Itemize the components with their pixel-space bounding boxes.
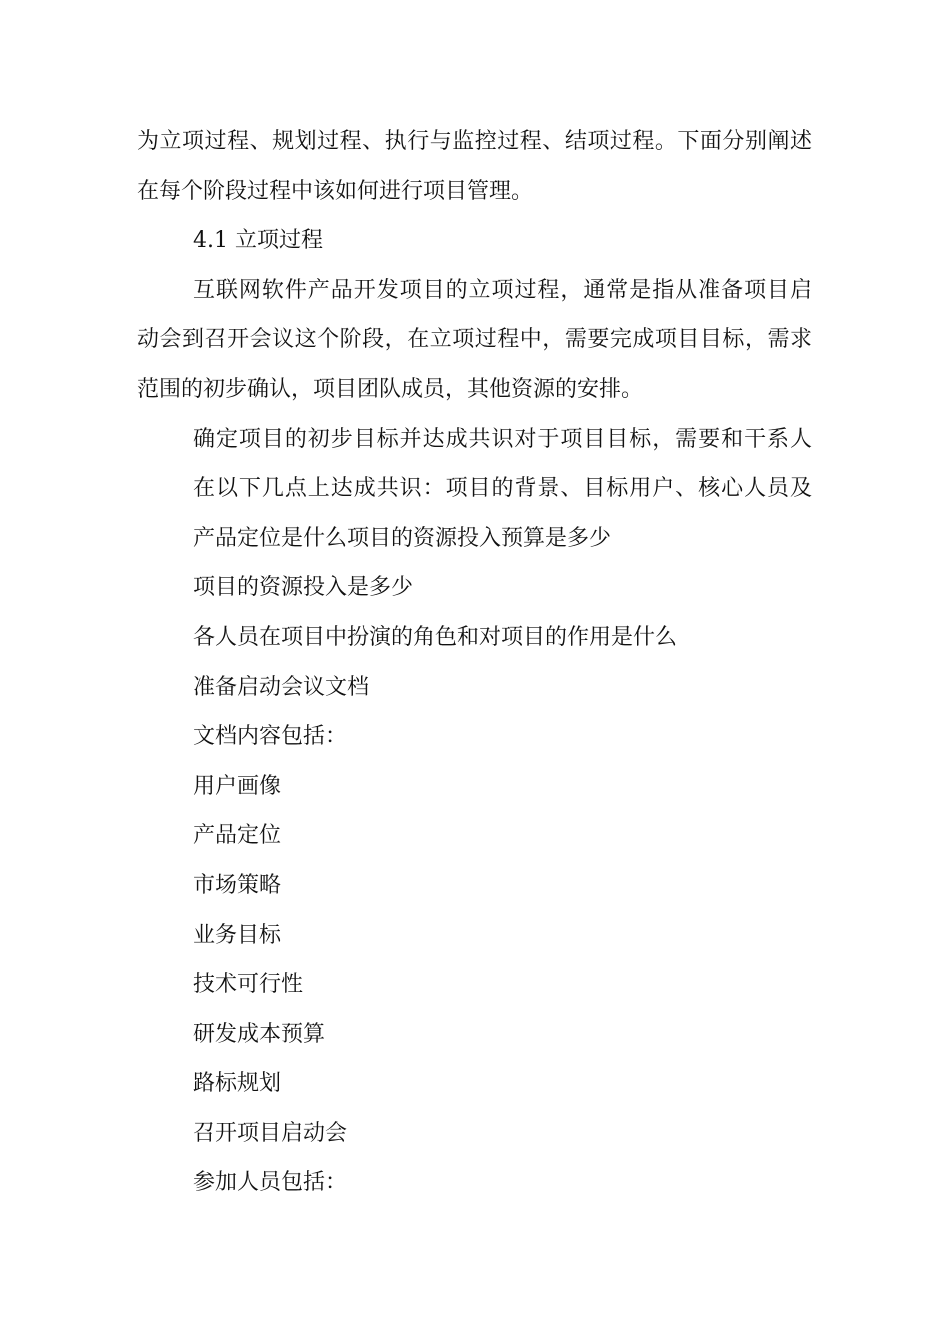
paragraph-line-1: 为立项过程、规划过程、执行与监控过程、结项过程。下面分别阐述: [137, 129, 812, 154]
paragraph-line-7: 确定项目的初步目标并达成共识对于项目目标，需要和干系人: [193, 426, 812, 452]
document-body: [137, 117, 812, 1208]
paragraph-line-21: 召开项目启动会: [193, 1120, 348, 1146]
paragraph-line-13: 文档内容包括：: [193, 724, 348, 750]
list-item-business-goals: 业务目标: [193, 922, 282, 948]
paragraph-line-5: 动会到召开会议这个阶段，在立项过程中，需要完成项目目标，需求: [137, 327, 812, 353]
paragraph-line-12: 准备启动会议文档: [193, 674, 370, 700]
paragraph-line-9: 产品定位是什么项目的资源投入预算是多少: [193, 525, 612, 551]
list-item-product-positioning: 产品定位: [193, 823, 282, 849]
paragraph-line-6: 范围的初步确认，项目团队成员，其他资源的安排。: [137, 376, 644, 402]
list-item-market-strategy: 市场策略: [193, 872, 282, 898]
section-heading: 4.1 立项过程: [193, 228, 323, 254]
paragraph-line-10: 项目的资源投入是多少: [193, 575, 414, 601]
paragraph-line-2: 在每个阶段过程中该如何进行项目管理。: [137, 178, 534, 204]
paragraph-line-8: 在以下几点上达成共识：项目的背景、目标用户、核心人员及: [193, 476, 812, 502]
list-item-user-persona: 用户画像: [193, 773, 282, 799]
list-item-rd-cost-budget: 研发成本预算: [193, 1021, 326, 1047]
list-item-roadmap: 路标规划: [193, 1071, 282, 1097]
list-item-technical-feasibility: 技术可行性: [193, 972, 304, 998]
paragraph-line-4: 互联网软件产品开发项目的立项过程，通常是指从准备项目启: [193, 277, 812, 303]
paragraph-line-11: 各人员在项目中扮演的角色和对项目的作用是什么: [193, 624, 678, 650]
paragraph-line-22: 参加人员包括：: [193, 1170, 348, 1196]
